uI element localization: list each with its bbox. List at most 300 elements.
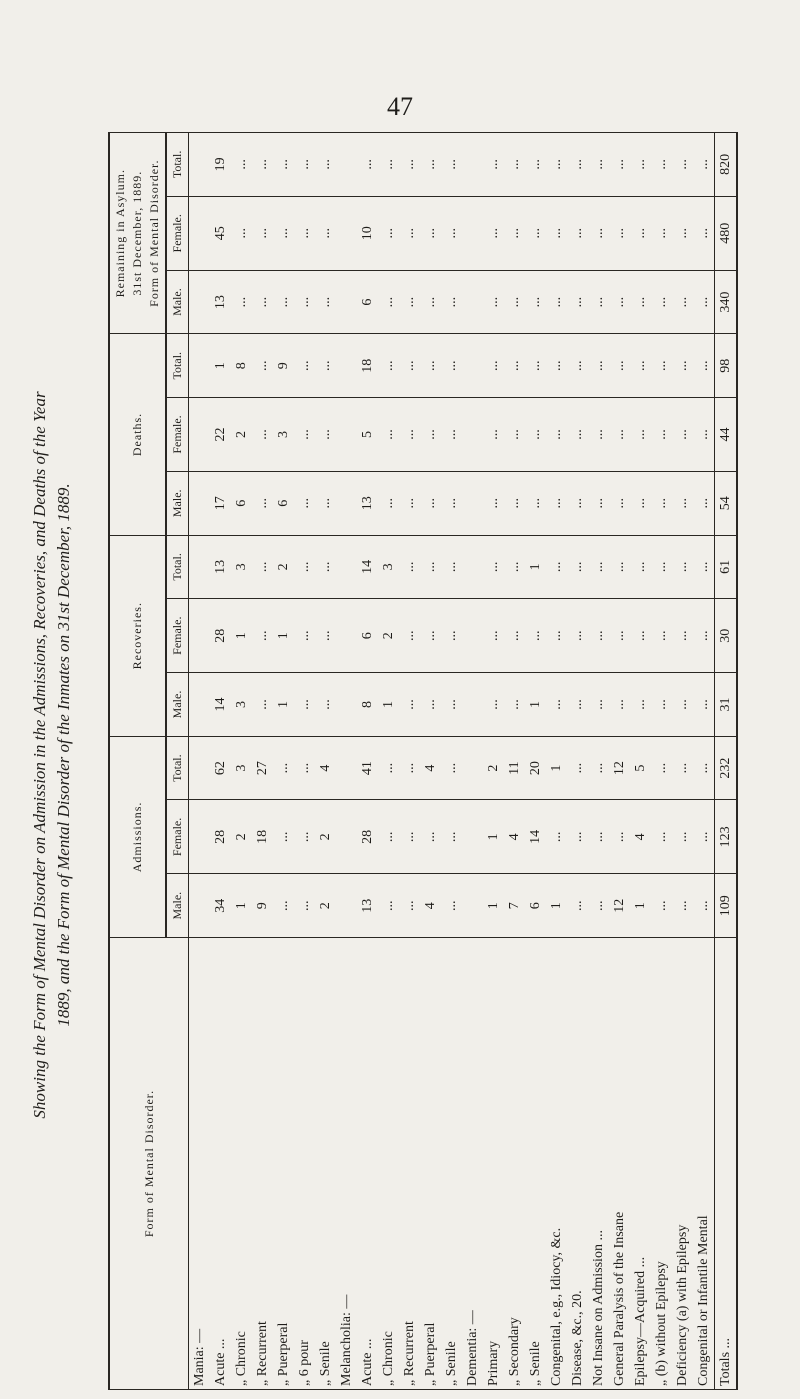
- table-cell: ...: [441, 535, 462, 599]
- table-cell: 18: [252, 800, 273, 874]
- totals-label: Totals ...: [715, 938, 738, 1390]
- table-cell: ...: [441, 736, 462, 800]
- table-row: [336, 133, 357, 1390]
- table-row: [462, 133, 483, 1390]
- table-cell: ...: [567, 736, 588, 800]
- table-cell: [189, 874, 211, 938]
- table-cell: ...: [651, 334, 672, 398]
- table-cell: ...: [546, 398, 567, 472]
- header-remaining-form: Form of Mental Disorder.: [147, 159, 161, 307]
- table-cell: ...: [378, 874, 399, 938]
- table-cell: ...: [609, 599, 630, 673]
- table-cell: ...: [525, 471, 546, 535]
- table-cell: ...: [399, 471, 420, 535]
- table-cell: ...: [567, 599, 588, 673]
- table-cell: [189, 535, 211, 599]
- table-cell: ...: [609, 673, 630, 737]
- table-cell: ...: [315, 133, 336, 197]
- table-cell: 1: [546, 874, 567, 938]
- table-cell: 41: [357, 736, 378, 800]
- table-cell: 22: [210, 398, 231, 472]
- table-cell: 28: [210, 800, 231, 874]
- table-cell: 13: [210, 535, 231, 599]
- table-cell: [336, 196, 357, 270]
- table-cell: 5: [357, 398, 378, 472]
- table-cell: [462, 800, 483, 874]
- table-cell: ...: [546, 800, 567, 874]
- table-cell: ...: [567, 133, 588, 197]
- table-cell: [462, 673, 483, 737]
- table-row: [483, 133, 504, 1390]
- table-cell: [189, 673, 211, 737]
- row-label: „ Secondary: [504, 938, 525, 1390]
- table-cell: ...: [525, 398, 546, 472]
- table-cell: ...: [672, 133, 693, 197]
- totals-cell: 61: [715, 535, 738, 599]
- table-cell: ...: [567, 800, 588, 874]
- table-cell: ...: [630, 270, 651, 334]
- table-cell: ...: [378, 133, 399, 197]
- table-cell: ...: [651, 270, 672, 334]
- table-cell: ...: [609, 535, 630, 599]
- table-cell: ...: [294, 270, 315, 334]
- table-cell: [189, 599, 211, 673]
- subheader-total: Total.: [166, 334, 189, 398]
- table-cell: ...: [588, 270, 609, 334]
- table-cell: ...: [672, 800, 693, 874]
- table-cell: [462, 270, 483, 334]
- table-cell: 6: [357, 599, 378, 673]
- subheader-male: Male.: [166, 270, 189, 334]
- table-cell: ...: [693, 736, 715, 800]
- subheader-female: Female.: [166, 196, 189, 270]
- row-label: „ 6 pour: [294, 938, 315, 1390]
- table-cell: ...: [567, 334, 588, 398]
- table-cell: ...: [399, 398, 420, 472]
- table-cell: ...: [483, 133, 504, 197]
- table-cell: ...: [483, 535, 504, 599]
- table-cell: 14: [525, 800, 546, 874]
- table-cell: 1: [483, 800, 504, 874]
- row-label: „ Recurrent: [399, 938, 420, 1390]
- table-cell: 6: [231, 471, 252, 535]
- caption-line-2: Showing the Form of Mental Disorder on Admission in the Admissions, Recoveries, and Deaths of the Year: [30, 391, 49, 1119]
- table-cell: 8: [357, 673, 378, 737]
- table-cell: ...: [399, 535, 420, 599]
- table-cell: ...: [252, 599, 273, 673]
- table-cell: ...: [651, 535, 672, 599]
- table-row: [525, 133, 546, 1390]
- row-label: „ Puerperal: [273, 938, 294, 1390]
- table-cell: ...: [588, 398, 609, 472]
- table-cell: ...: [399, 599, 420, 673]
- table-cell: ...: [378, 270, 399, 334]
- table-row: [651, 133, 672, 1390]
- table-row: [630, 133, 651, 1390]
- subheader-male: Male.: [166, 471, 189, 535]
- table-cell: ...: [525, 196, 546, 270]
- table-cell: 1: [378, 673, 399, 737]
- table-cell: ...: [672, 334, 693, 398]
- table-cell: ...: [651, 133, 672, 197]
- table-cell: ...: [231, 270, 252, 334]
- table-cell: ...: [441, 673, 462, 737]
- table-cell: ...: [378, 471, 399, 535]
- table-cell: ...: [588, 471, 609, 535]
- table-cell: [336, 270, 357, 334]
- table-cell: ...: [567, 673, 588, 737]
- table-cell: [189, 196, 211, 270]
- table-cell: ...: [504, 398, 525, 472]
- table-cell: ...: [609, 133, 630, 197]
- table-cell: ...: [609, 270, 630, 334]
- table-cell: 27: [252, 736, 273, 800]
- table-cell: ...: [378, 800, 399, 874]
- table-cell: ...: [399, 800, 420, 874]
- table-cell: 8: [231, 334, 252, 398]
- table-cell: 10: [357, 196, 378, 270]
- table-cell: ...: [672, 736, 693, 800]
- table-cell: 4: [315, 736, 336, 800]
- table-cell: ...: [252, 398, 273, 472]
- table-cell: ...: [651, 196, 672, 270]
- subheader-total: Total.: [166, 736, 189, 800]
- table-cell: ...: [504, 196, 525, 270]
- totals-row: [715, 133, 738, 1390]
- table-cell: ...: [672, 535, 693, 599]
- table-cell: ...: [420, 270, 441, 334]
- table-cell: ...: [315, 270, 336, 334]
- table-cell: ...: [399, 673, 420, 737]
- row-label: „ Senile: [315, 938, 336, 1390]
- table-cell: ...: [420, 133, 441, 197]
- table-caption: [28, 120, 84, 1390]
- row-label: Primary: [483, 938, 504, 1390]
- table-cell: [189, 133, 211, 197]
- table-cell: ...: [672, 398, 693, 472]
- table-cell: 6: [357, 270, 378, 334]
- row-label: „ Senile: [441, 938, 462, 1390]
- table-cell: ...: [420, 673, 441, 737]
- row-label: Disease, &c., 20.: [567, 938, 588, 1390]
- rotated-table-page: [20, 120, 780, 1390]
- table-cell: 2: [315, 800, 336, 874]
- table-cell: ...: [378, 736, 399, 800]
- table-cell: ...: [315, 599, 336, 673]
- page-number: 47: [387, 92, 413, 121]
- table-cell: ...: [588, 736, 609, 800]
- table-cell: ...: [630, 673, 651, 737]
- table-cell: ...: [588, 133, 609, 197]
- table-cell: ...: [693, 471, 715, 535]
- table-cell: ...: [630, 133, 651, 197]
- table-cell: ...: [273, 270, 294, 334]
- table-cell: ...: [546, 673, 567, 737]
- table-cell: ...: [630, 398, 651, 472]
- table-cell: ...: [588, 535, 609, 599]
- table-cell: ...: [273, 874, 294, 938]
- table-cell: ...: [378, 334, 399, 398]
- table-cell: 12: [609, 874, 630, 938]
- table-cell: [462, 736, 483, 800]
- row-label: Epilepsy—Acquired ...: [630, 938, 651, 1390]
- table-cell: ...: [525, 334, 546, 398]
- table-cell: ...: [294, 196, 315, 270]
- table-cell: ...: [378, 398, 399, 472]
- totals-cell: 340: [715, 270, 738, 334]
- table-row: [357, 133, 378, 1390]
- table-cell: ...: [441, 270, 462, 334]
- table-cell: 4: [504, 800, 525, 874]
- table-cell: ...: [252, 471, 273, 535]
- row-label: General Paralysis of the Insane: [609, 938, 630, 1390]
- table-cell: ...: [693, 270, 715, 334]
- table-cell: ...: [294, 471, 315, 535]
- table-cell: ...: [441, 334, 462, 398]
- table-cell: ...: [525, 599, 546, 673]
- table-cell: ...: [378, 196, 399, 270]
- table-cell: ...: [651, 599, 672, 673]
- table-cell: ...: [504, 535, 525, 599]
- totals-cell: 820: [715, 133, 738, 197]
- table-cell: ...: [441, 398, 462, 472]
- table-cell: ...: [399, 270, 420, 334]
- table-cell: ...: [294, 800, 315, 874]
- table-cell: ...: [609, 800, 630, 874]
- table-cell: 1: [483, 874, 504, 938]
- header-remaining-title: Remaining in Asylum.: [113, 169, 127, 298]
- table-cell: ...: [672, 673, 693, 737]
- table-cell: 1: [273, 673, 294, 737]
- table-cell: ...: [546, 334, 567, 398]
- table-cell: 34: [210, 874, 231, 938]
- table-cell: ...: [630, 471, 651, 535]
- table-cell: 13: [210, 270, 231, 334]
- table-cell: [189, 471, 211, 535]
- table-cell: ...: [672, 471, 693, 535]
- table-cell: 1: [630, 874, 651, 938]
- table-cell: ...: [504, 471, 525, 535]
- table-row: [189, 133, 211, 1390]
- table-cell: ...: [693, 673, 715, 737]
- table-cell: 1: [273, 599, 294, 673]
- table-cell: ...: [483, 599, 504, 673]
- table-row: [546, 133, 567, 1390]
- table-cell: ...: [651, 874, 672, 938]
- table-cell: ...: [693, 398, 715, 472]
- table-cell: 28: [210, 599, 231, 673]
- table-cell: 9: [273, 334, 294, 398]
- row-label: Congenital, e.g., Idiocy, &c.: [546, 938, 567, 1390]
- table-cell: ...: [525, 133, 546, 197]
- table-cell: ...: [441, 800, 462, 874]
- table-cell: ...: [504, 673, 525, 737]
- table-cell: 4: [420, 736, 441, 800]
- table-cell: ...: [504, 133, 525, 197]
- table-row: [294, 133, 315, 1390]
- table-cell: ...: [483, 334, 504, 398]
- row-label: „ (b) without Epilepsy: [651, 938, 672, 1390]
- table-cell: 1: [525, 535, 546, 599]
- table-cell: ...: [315, 334, 336, 398]
- table-cell: 1: [231, 874, 252, 938]
- table-cell: ...: [588, 673, 609, 737]
- header-recoveries: Recoveries.: [109, 535, 166, 736]
- table-cell: ...: [441, 133, 462, 197]
- table-cell: 2: [273, 535, 294, 599]
- table-cell: ...: [672, 599, 693, 673]
- table-cell: 13: [357, 471, 378, 535]
- table-cell: ...: [231, 133, 252, 197]
- table-cell: 11: [504, 736, 525, 800]
- row-label: Dementia: —: [462, 938, 483, 1390]
- table-cell: ...: [567, 874, 588, 938]
- header-admissions: Admissions.: [109, 736, 166, 937]
- table-cell: ...: [399, 874, 420, 938]
- table-cell: [462, 599, 483, 673]
- row-label: „ Senile: [525, 938, 546, 1390]
- table-cell: 14: [210, 673, 231, 737]
- table-cell: ...: [693, 599, 715, 673]
- subheader-female: Female.: [166, 398, 189, 472]
- totals-cell: 232: [715, 736, 738, 800]
- row-label: „ Puerperal: [420, 938, 441, 1390]
- table-cell: ...: [273, 800, 294, 874]
- table-cell: 18: [357, 334, 378, 398]
- table-cell: 7: [504, 874, 525, 938]
- table-cell: ...: [315, 398, 336, 472]
- table-cell: 4: [630, 800, 651, 874]
- table-cell: ...: [588, 800, 609, 874]
- table-cell: ...: [525, 270, 546, 334]
- totals-cell: 44: [715, 398, 738, 472]
- table-cell: ...: [483, 196, 504, 270]
- header-deaths: Deaths.: [109, 334, 166, 535]
- table-cell: ...: [252, 133, 273, 197]
- row-label: Melancholia: —: [336, 938, 357, 1390]
- table-cell: [462, 535, 483, 599]
- table-row: [399, 133, 420, 1390]
- table-cell: ...: [693, 133, 715, 197]
- table-cell: [462, 398, 483, 472]
- table-cell: 17: [210, 471, 231, 535]
- table-cell: ...: [693, 535, 715, 599]
- table-cell: ...: [420, 471, 441, 535]
- header-remaining-date: 31st December, 1889.: [130, 170, 144, 296]
- table-cell: ...: [294, 133, 315, 197]
- row-label: Acute ...: [210, 938, 231, 1390]
- table-row: [441, 133, 462, 1390]
- table-cell: ...: [315, 535, 336, 599]
- table-cell: 2: [231, 800, 252, 874]
- table-cell: ...: [441, 599, 462, 673]
- totals-cell: 109: [715, 874, 738, 938]
- subheader-total: Total.: [166, 133, 189, 197]
- table-cell: ...: [588, 196, 609, 270]
- table-cell: ...: [546, 599, 567, 673]
- table-row: [588, 133, 609, 1390]
- caption-line-1: 1889, and the Form of Mental Disorder of the Inmates on 31st December, 1889.: [54, 483, 73, 1027]
- table-cell: [189, 398, 211, 472]
- table-cell: ...: [441, 196, 462, 270]
- table-cell: ...: [483, 471, 504, 535]
- header-form: Form of Mental Disorder.: [109, 938, 189, 1390]
- table-cell: 3: [273, 398, 294, 472]
- table-cell: ...: [504, 270, 525, 334]
- table-cell: 3: [231, 535, 252, 599]
- table-cell: 1: [210, 334, 231, 398]
- table-cell: ...: [546, 471, 567, 535]
- table-cell: ...: [567, 196, 588, 270]
- header-remaining: [109, 133, 166, 334]
- table-cell: [189, 270, 211, 334]
- table-cell: 3: [378, 535, 399, 599]
- table-cell: ...: [252, 196, 273, 270]
- table-cell: ...: [630, 334, 651, 398]
- table-cell: ...: [420, 398, 441, 472]
- table-cell: ...: [399, 736, 420, 800]
- totals-cell: 98: [715, 334, 738, 398]
- table-cell: ...: [693, 334, 715, 398]
- table-cell: 28: [357, 800, 378, 874]
- table-cell: ...: [252, 270, 273, 334]
- table-cell: ...: [294, 874, 315, 938]
- table-cell: 1: [546, 736, 567, 800]
- table-cell: 3: [231, 673, 252, 737]
- table-cell: ...: [294, 334, 315, 398]
- table-cell: ...: [441, 874, 462, 938]
- table-cell: ...: [504, 334, 525, 398]
- table-cell: [336, 471, 357, 535]
- table-cell: ...: [315, 471, 336, 535]
- table-cell: ...: [609, 334, 630, 398]
- table-row: [504, 133, 525, 1390]
- table-cell: 6: [525, 874, 546, 938]
- table-cell: ...: [567, 270, 588, 334]
- table-cell: ...: [546, 133, 567, 197]
- totals-cell: 123: [715, 800, 738, 874]
- table-cell: ...: [651, 736, 672, 800]
- mental-disorder-table: [108, 132, 738, 1390]
- table-cell: ...: [693, 196, 715, 270]
- table-cell: 4: [420, 874, 441, 938]
- table-cell: ...: [273, 133, 294, 197]
- table-cell: ...: [420, 800, 441, 874]
- table-cell: 2: [315, 874, 336, 938]
- table-cell: ...: [294, 673, 315, 737]
- table-cell: ...: [609, 398, 630, 472]
- table-cell: 2: [483, 736, 504, 800]
- table-cell: ...: [693, 874, 715, 938]
- table-cell: [336, 874, 357, 938]
- table-cell: ...: [588, 334, 609, 398]
- table-cell: 45: [210, 196, 231, 270]
- table-cell: ...: [651, 398, 672, 472]
- table-cell: [462, 874, 483, 938]
- table-row: [693, 133, 715, 1390]
- table-row: [315, 133, 336, 1390]
- table-cell: ...: [483, 398, 504, 472]
- table-cell: ...: [252, 673, 273, 737]
- table-cell: ...: [399, 334, 420, 398]
- table-row: [273, 133, 294, 1390]
- table-cell: [336, 800, 357, 874]
- rotated-table-inner: [20, 120, 780, 1390]
- totals-cell: 31: [715, 673, 738, 737]
- table-row: [378, 133, 399, 1390]
- table-cell: ...: [672, 874, 693, 938]
- table-cell: 9: [252, 874, 273, 938]
